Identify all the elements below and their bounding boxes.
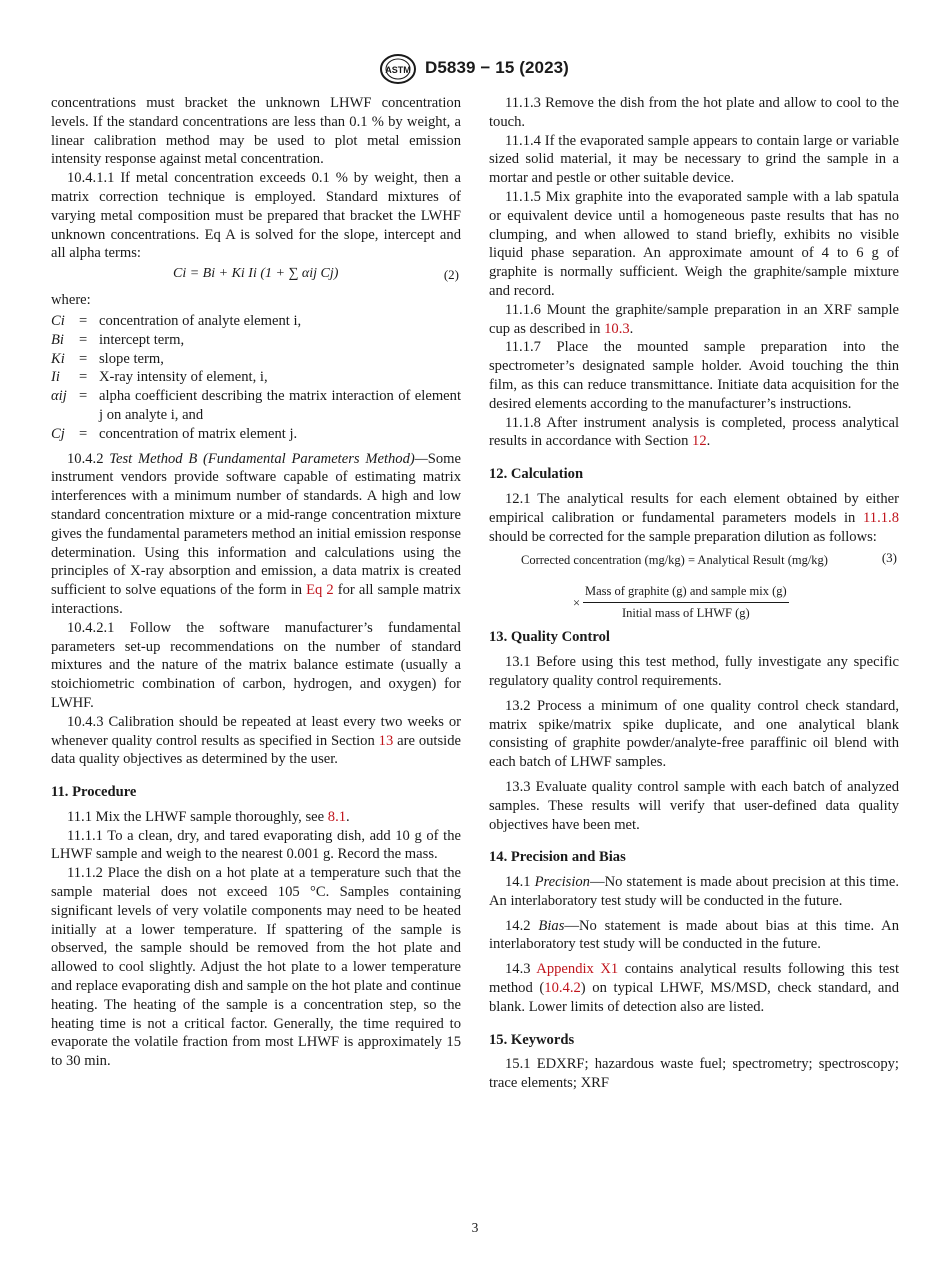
definition-row: Ki = slope term,	[51, 350, 164, 367]
paragraph-11-1-5: 11.1.5 Mix graphite into the evaporated sample with a lab spatula or equivalent device until a homogeneous paste results that has no clumping, and when allowed to stand briefly, exhibits no visible liquid phase separation. An approximate amount of 4 to 6 g of graphite is normally sufficient. Weigh the graphite/sample mixture and record.	[489, 188, 899, 299]
paragraph-11-1-8: 11.1.8 After instrument analysis is completed, process analytical results in accordance with Section 12.	[489, 414, 899, 450]
paragraph-10-4-2-1: 10.4.2.1 Follow the software manufacturer’s fundamental parameters set-up recommendations on the number of standard mixtures and the nature of the matrix balance estimate (usually a stoichiometric combination of carbon, hydrogen, and oxygen) for LWHF.	[51, 619, 461, 711]
link-eq-2[interactable]: Eq 2	[306, 582, 334, 599]
paragraph-11-1-4: 11.1.4 If the evaporated sample appears to contain large or variable sized solid material, it may be necessary to grind the sample in a mortar and pestle or other suitable device.	[489, 132, 899, 187]
page-number: 3	[471, 1220, 479, 1235]
document-designation: D5839 − 15 (2023)	[425, 58, 569, 77]
definition-row: Bi = intercept term,	[51, 331, 185, 348]
paragraph-11-1-6: 11.1.6 Mount the graphite/sample preparation in an XRF sample cup as described in 10.3.	[489, 301, 899, 337]
right-column	[489, 94, 899, 1093]
heading-keywords: 15. Keywords	[489, 1031, 575, 1048]
link-10-3[interactable]: 10.3	[604, 320, 630, 337]
logo-text: ASTM	[385, 65, 411, 75]
paragraph-11-1-7: 11.1.7 Place the mounted sample preparation into the spectrometer’s designated sample holder. Avoid touching the thin film, as this can reduce transmittance. Initiate data acquisition for the desired elements according to the manufacturer’s instructions.	[489, 339, 899, 412]
paragraph-12-1: 12.1 The analytical results for each element obtained by either empirical calibration or fundamental parameters models in 11.1.8 should be corrected for the sample preparation dilution as follows:	[489, 490, 899, 545]
page-header	[0, 53, 950, 85]
definition-row: Cj = concentration of matrix element j.	[51, 425, 298, 442]
paragraph-14-3: 14.3 Appendix X1 contains analytical results following this test method (10.4.2) on typical LHWF, MS/MSD, check standard, and blank. Lower limits of detection also are listed.	[489, 961, 900, 1015]
link-8-1[interactable]: 8.1	[327, 808, 347, 825]
link-appendix-x1[interactable]: Appendix X1	[536, 961, 619, 978]
fraction-numerator: Mass of graphite (g) and sample mix (g)	[583, 582, 789, 603]
heading-procedure: 11. Procedure	[51, 784, 137, 801]
definition-row: αij = alpha coefficient describing the matrix interaction of element j on analyte i, and	[51, 388, 461, 423]
link-section-13[interactable]: 13	[378, 732, 394, 749]
link-11-1-8[interactable]: 11.1.8	[863, 509, 899, 526]
link-10-4-2[interactable]: 10.4.2	[544, 980, 581, 997]
heading-quality-control: 13. Quality Control	[489, 629, 610, 646]
paragraph-13-1: 13.1 Before using this test method, fully investigate any specific regulatory quality control requirements.	[489, 654, 899, 689]
paragraph-14-2: 14.2 Bias—No statement is made about bias at this time. An interlaboratory test study will be conducted in the future.	[489, 917, 899, 953]
left-column	[51, 94, 461, 1071]
equation-2-expression: Ci = Bi + Ki Ii (1 + ∑ αij Cj)	[173, 266, 339, 282]
paragraph-10-4-1-1: 10.4.1.1 If metal concentration exceeds 0.1 % by weight, then a matrix correction technique is employed. Standard mixtures of varying metal composition must be prepared that bracket the LWHF unknown concentrations. Eq A is solved for the slope, intercept and all alpha terms:	[51, 170, 461, 262]
paragraph-15-1: 15.1 EDXRF; hazardous waste fuel; spectrometry; spectroscopy; trace elements; XRF	[489, 1056, 899, 1092]
equation-3-number: (3)	[881, 550, 897, 566]
equation-3-fraction	[489, 580, 899, 624]
paragraph-11-1-3: 11.1.3 Remove the dish from the hot plate and allow to cool to the touch.	[489, 95, 899, 130]
definition-row: Ci = concentration of analyte element i,	[51, 312, 302, 329]
paragraph-14-1: 14.1 Precision—No statement is made about precision at this time. An interlaboratory test study will be conducted in the future.	[489, 874, 899, 909]
astm-logo-icon	[379, 53, 417, 85]
equation-3-line-1: Corrected concentration (mg/kg) = Analytical Result (mg/kg)	[521, 553, 828, 568]
heading-precision-and-bias: 14. Precision and Bias	[489, 849, 626, 866]
equation-3	[489, 546, 899, 580]
multiply-sign: ×	[573, 596, 581, 611]
fraction-denominator: Initial mass of LHWF (g)	[621, 606, 750, 621]
paragraph-11-1-2: 11.1.2 Place the dish on a hot plate at a temperature such that the sample material does not exceed 105 °C. Samples containing significant levels of very volatile components may need to be heated initially at a lower temperature. If spattering of the sample is observed, the sample should be removed from the hot plate and allowed to cool slightly. Adjust the hot plate to a lower temperature and replace evaporating dish and sample on the hot plate and continue heating. The heating of the sample is a concentration step, so the heating time is not a critical factor. Generally, the time required to evaporate the volatile fraction from most LHWF is approximately 15 to 30 min.	[51, 865, 461, 1070]
paragraph-11-1-1: 11.1.1 To a clean, dry, and tared evaporating dish, add 10 g of the LHWF sample and weigh to the nearest 0.001 g. Record the mass.	[51, 827, 461, 863]
equation-2-number: (2)	[443, 267, 459, 283]
heading-calculation: 12. Calculation	[489, 466, 584, 483]
equation-2	[51, 263, 461, 291]
paragraph-10-4-3: 10.4.3 Calibration should be repeated at least every two weeks or whenever quality control results as specified in Section 13 are outside data quality objectives as determined by the user.	[51, 713, 461, 768]
paragraph-11-1: 11.1 Mix the LHWF sample thoroughly, see 8.1.	[67, 808, 350, 825]
variable-definitions	[51, 312, 461, 444]
paragraph-continuation: concentrations must bracket the unknown LHWF concentration levels. If the standard concentrations are less than 0.1 % by weight, a linear calibration method may be used to plot metal emission intensity response against metal concentration.	[51, 95, 461, 168]
definition-row: Ii = X-ray intensity of element, i,	[51, 369, 268, 386]
paragraph-13-2: 13.2 Process a minimum of one quality control check standard, matrix spike/matrix spike duplicate, and one analytical blank consisting of graphite powder/analyte-free paraffinic oil blend with each batch of LHWF samples.	[489, 697, 899, 771]
link-section-12[interactable]: 12	[692, 433, 707, 450]
where-label: where:	[51, 292, 91, 309]
paragraph-10-4-2: 10.4.2 Test Method B (Fundamental Parameters Method)—Some instrument vendors provide software capable of estimating matrix interferences with a minimum number of standards. A high and low standard concentration mixture or a mid-range concentration mixture gives the fundamental parameters method an initial emission response determination. Using this information and calculations using the principles of X-ray absorption and emission, a data matrix is created sufficient to solve equations of the form in Eq 2 for all sample matrix interactions.	[51, 450, 461, 617]
paragraph-13-3: 13.3 Evaluate quality control sample with each batch of analyzed samples. These results will verify that user-defined data quality objectives have been met.	[489, 778, 899, 833]
